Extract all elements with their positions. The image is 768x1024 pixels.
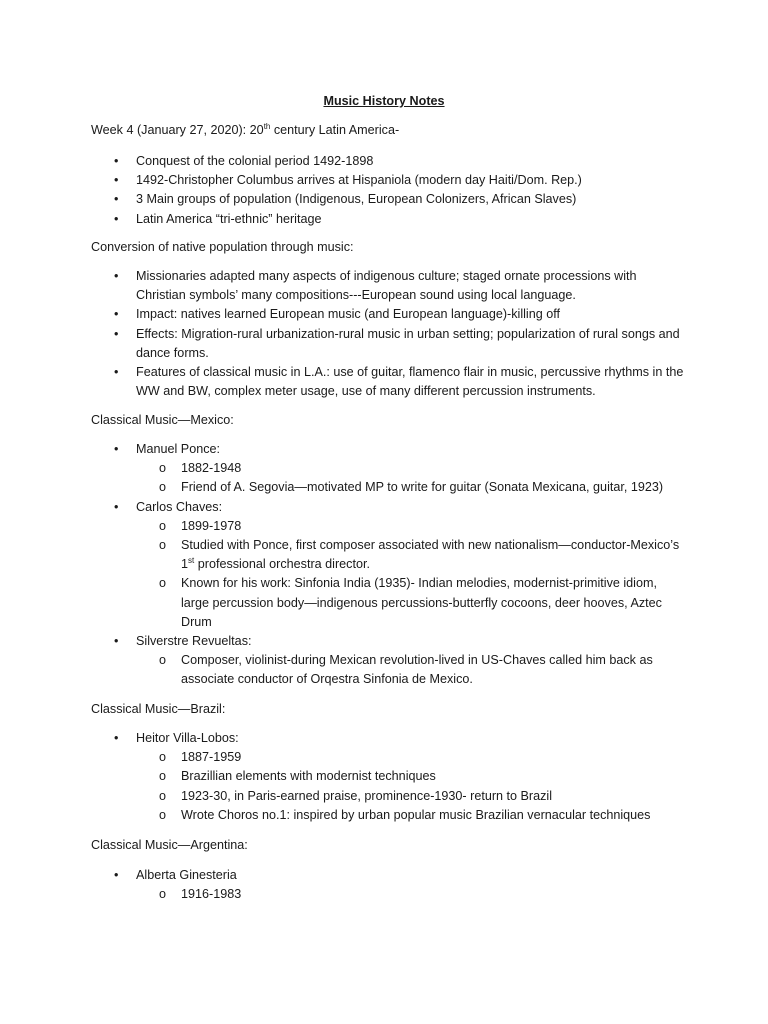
sub-list-item: o 1887-1959 [0, 748, 768, 767]
list-item: • Heitor Villa-Lobos: [0, 729, 768, 748]
list-item: • Features of classical music in L.A.: use of guitar, flamenco flair in music, percussive rhythms in the WW and BW, complex meter usage, use of many different percussion instruments. [114, 365, 684, 399]
circle-bullet-icon: o [159, 653, 167, 668]
brazil-bullet-list [0, 729, 768, 825]
bullet-icon: • [114, 192, 119, 207]
conversion-bullet-list [0, 267, 768, 401]
list-item: • Conquest of the colonial period 1492-1898 [0, 152, 768, 171]
list-item: • Manuel Ponce: [0, 440, 768, 459]
circle-bullet-icon: o [159, 461, 167, 476]
bullet-icon: • [114, 365, 119, 380]
mexico-heading: Classical Music—Mexico: [91, 413, 234, 427]
sub-list-item: o Friend of A. Segovia—motivated MP to write for guitar (Sonata Mexicana, guitar, 1923) [0, 478, 768, 497]
list-item: • Effects: Migration-rural urbanization-rural music in urban setting; popularization of rural songs and dance forms. [114, 326, 680, 360]
conversion-heading: Conversion of native population through music: [91, 240, 354, 254]
list-item: • Missionaries adapted many aspects of indigenous culture; staged ornate processions with Christian symbols’ many compositions---European sound using local language. [114, 269, 637, 303]
bullet-icon: • [114, 173, 119, 188]
sub-list-item: o 1899-1978 [0, 517, 768, 536]
sub-list-item: o Composer, violinist-during Mexican revolution-lived in US-Chaves called him back as associate conductor of Orqestra Sinfonia de Mexico. [159, 653, 653, 687]
brazil-heading: Classical Music—Brazil: [91, 702, 226, 716]
sub-list-item: o Wrote Choros no.1: inspired by urban popular music Brazilian vernacular techniques [0, 806, 768, 825]
sub-list-item: o 1916-1983 [0, 885, 768, 904]
circle-bullet-icon: o [159, 576, 167, 591]
intro-bullet-list [0, 152, 768, 229]
bullet-icon: • [114, 499, 119, 514]
sub-list-item: o Studied with Ponce, first composer associated with new nationalism—conductor-Mexico’s 1st professional orchestra director. [159, 538, 680, 572]
list-item: • 1492-Christopher Columbus arrives at Hispaniola (modern day Haiti/Dom. Rep.) [0, 171, 768, 190]
circle-bullet-icon: o [159, 518, 167, 533]
list-item: • Impact: natives learned European music (and European language)-killing off [0, 305, 768, 324]
week-heading: Week 4 (January 27, 2020): 20th century Latin America- [91, 121, 400, 137]
bullet-icon: • [114, 211, 119, 226]
sub-list-item: o Known for his work: Sinfonia India (1935)- Indian melodies, modernist-primitive idiom, large percussion body—indigenous percussions-butterfly cocoons, deer hooves, Aztec Drum [159, 576, 662, 629]
circle-bullet-icon: o [159, 538, 167, 553]
bullet-icon: • [114, 326, 119, 341]
list-item: • Alberta Ginesteria [0, 866, 768, 885]
argentina-heading: Classical Music—Argentina: [91, 838, 248, 852]
page-title: Music History Notes [323, 94, 445, 108]
bullet-icon: • [114, 269, 119, 283]
bullet-icon: • [114, 442, 119, 456]
argentina-bullet-list [0, 866, 768, 904]
list-item: • Latin America “tri-ethnic” heritage [0, 210, 768, 229]
list-item: • 3 Main groups of population (Indigenous, European Colonizers, African Slaves) [0, 190, 768, 209]
circle-bullet-icon: o [159, 887, 167, 902]
list-item: • Silverstre Revueltas: [0, 632, 768, 651]
circle-bullet-icon: o [159, 750, 167, 765]
circle-bullet-icon: o [159, 788, 167, 803]
mexico-bullet-list [0, 440, 768, 690]
circle-bullet-icon: o [159, 480, 167, 495]
sub-list-item: o Brazillian elements with modernist techniques [0, 767, 768, 786]
bullet-icon: • [114, 634, 119, 649]
sub-list-item: o 1923-30, in Paris-earned praise, prominence-1930- return to Brazil [0, 787, 768, 806]
bullet-icon: • [114, 868, 119, 882]
sub-list-item: o 1882-1948 [0, 459, 768, 478]
circle-bullet-icon: o [159, 807, 167, 822]
circle-bullet-icon: o [159, 769, 167, 784]
bullet-icon: • [114, 307, 119, 322]
bullet-icon: • [114, 154, 119, 168]
list-item: • Carlos Chaves: [0, 498, 768, 517]
bullet-icon: • [114, 731, 119, 745]
